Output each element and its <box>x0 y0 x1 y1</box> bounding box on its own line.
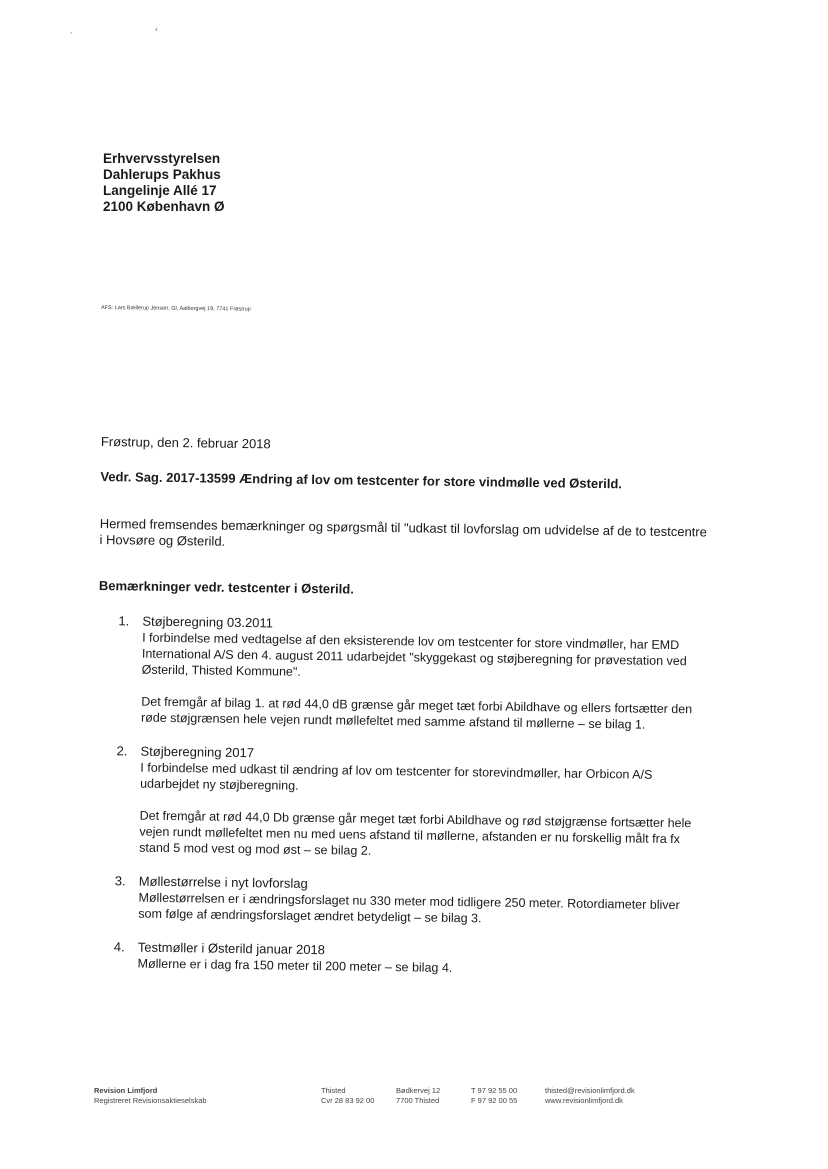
list-item <box>94 939 704 980</box>
footer-city: Thisted <box>321 1086 346 1095</box>
footer-fax: F 97 92 00 55 <box>471 1096 518 1105</box>
item-title: Støjberegning 03.2011 <box>142 613 274 631</box>
footer-street: Bødkervej 12 <box>396 1086 441 1095</box>
footer-firm-sub: Registreret Revisionsaktieselskab <box>94 1096 207 1105</box>
list-item <box>95 743 707 864</box>
intro-paragraph: Hermed fremsendes bemærkninger og spørgsmål til "udkast til lovforslag om udvidelse af de to testcentre i Hovsøre og Østerild. <box>99 515 708 549</box>
footer-address <box>396 1086 440 1106</box>
item-text: I forbindelse med udkast til ændring af lov om testcenter for storevindmøller, har Orbicon A/S udarbejdet ny støjberegning. <box>140 760 653 793</box>
footer-web: www.revisionlimfjord.dk <box>545 1096 623 1105</box>
footer-city-cvr <box>321 1086 374 1106</box>
footer-cvr: Cvr 28 83 92 00 <box>321 1096 375 1105</box>
item-number: 4. <box>113 939 125 955</box>
item-title: Støjberegning 2017 <box>140 743 255 761</box>
list-item <box>94 873 705 930</box>
footer-email: thisted@revisionlimfjord.dk <box>545 1086 635 1095</box>
item-text: I forbindelse med vedtagelse af den eksisterende lov om testcenter for store vindmøller, har EMD International A/S den 4. august 2011 udarbejdet "skyggekast og støjberegning for prøvestation ved Østerild, Thisted Kommune". <box>141 630 687 679</box>
recipient-line: Erhvervsstyrelsen <box>103 151 221 166</box>
letter-body <box>93 434 711 997</box>
item-number: 2. <box>116 743 128 759</box>
footer-postal: 7700 Thisted <box>396 1096 440 1105</box>
item-text: Møllestørrelsen er i ændringsforslaget nu 330 meter mod tidligere 250 meter. Rotordiameter bliver som følge af ændringsforslaget ændret betydeligt – se bilag 3. <box>138 890 680 926</box>
section-heading: Bemærkninger vedr. testcenter i Østerild. <box>98 577 355 597</box>
footer-contact <box>545 1086 635 1106</box>
sender-return-line: AFS: Lars Bællerup Jensen, Gl. Aalborgvej 19, 7741 Frøstrup <box>100 305 251 313</box>
footer-firm <box>94 1086 207 1106</box>
scan-marks: , ⁴ <box>70 26 198 35</box>
footer-phones <box>471 1086 517 1106</box>
recipient-address <box>103 151 225 215</box>
footer-firm-name: Revision Limfjord <box>94 1086 158 1095</box>
footer-phone: T 97 92 55 00 <box>471 1086 518 1095</box>
recipient-line: 2100 København Ø <box>103 199 225 214</box>
letter-date: Frøstrup, den 2. februar 2018 <box>100 434 271 452</box>
item-title: Møllestørrelse i nyt lovforslag <box>138 873 308 891</box>
letter-subject: Vedr. Sag. 2017-13599 Ændring af lov om testcenter for store vindmølle ved Østerild. <box>100 468 623 492</box>
item-extra-text: Det fremgår at rød 44,0 Db grænse går meget tæt forbi Abildhave og rød støjgrænse fortsætter hele vejen rundt møllefeltet men nu med uens afstand til møllerne, afstanden er nu forskellig målt fra fx stand 5 mod vest og mod øst – se bilag 2. <box>139 808 692 858</box>
item-number: 1. <box>118 613 130 629</box>
item-title: Testmøller i Østerild januar 2018 <box>137 939 326 958</box>
recipient-line: Dahlerups Pakhus <box>103 167 221 182</box>
list-item <box>97 613 709 734</box>
item-number: 3. <box>114 873 126 889</box>
remarks-list <box>94 613 709 979</box>
item-text: Møllerne er i dag fra 150 meter til 200 meter – se bilag 4. <box>137 956 453 975</box>
item-extra-text: Det fremgår af bilag 1. at rød 44,0 dB grænse går meget tæt forbi Abildhave og ellers fortsætter den røde støjgrænsen hele vejen rundt møllefeltet med samme afstand til møllerne – se bilag 1. <box>140 694 693 732</box>
recipient-line: Langelinje Allé 17 <box>103 183 217 198</box>
